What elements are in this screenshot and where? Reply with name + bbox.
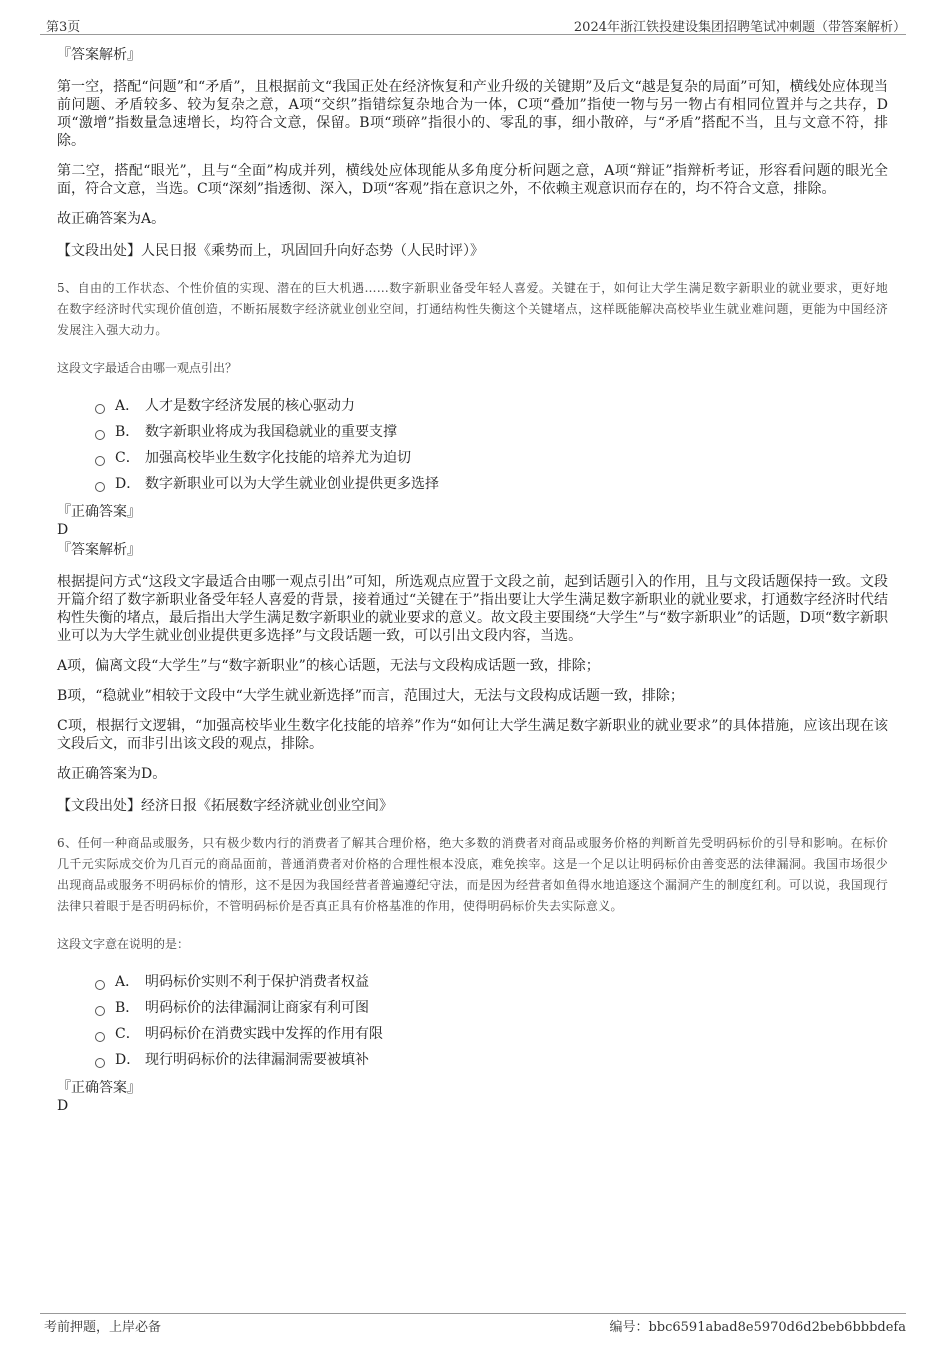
- question-5-prompt: 这段文字最适合由哪一观点引出？: [57, 361, 238, 375]
- radio-icon[interactable]: [95, 456, 105, 466]
- option-text: 明码标价实则不利于保护消费者权益: [145, 974, 369, 990]
- option-text: 数字新职业将成为我国稳就业的重要支撑: [145, 424, 397, 440]
- option-letter: B．: [115, 424, 140, 440]
- option-letter: C．: [115, 450, 140, 466]
- analysis-paragraph: 第二空，搭配“眼光”，且与“全面”构成并列，横线处应体现能从多角度分析问题之意，A项“辩证”指辩析考证，形容看问题的眼光全面，符合文意，当选。C项“深刻”指透彻、深入，D项“客观”指在意识之外，不依赖主观意识而存在的，均不符合文意，排除。: [57, 163, 888, 197]
- option-letter: B．: [115, 1000, 140, 1016]
- option-b[interactable]: [95, 995, 888, 1021]
- radio-icon[interactable]: [95, 980, 105, 990]
- analysis-paragraph: 根据提问方式“这段文字最适合由哪一观点引出”可知，所选观点应置于文段之前，起到话题引入的作用，且与文段话题保持一致。文段开篇介绍了数字新职业备受年轻人喜爱的背景，接着通过“关键在于”指出要让大学生满足数字新职业的就业要求，打通数字经济时代结构性失衡的堵点，最后指出大学生满足数字新职业的就业要求的意义。故文段主要围绕“大学生”与“数字新职业”的话题，D项“数字新职业可以为大学生就业创业提供更多选择”与文段话题一致，可以引出文段内容，当选。: [57, 574, 889, 644]
- source-citation: 【文段出处】经济日报《拓展数字经济就业创业空间》: [57, 798, 393, 814]
- option-d[interactable]: [95, 471, 888, 497]
- question-6-text: 6、任何一种商品或服务，只有极少数内行的消费者了解其合理价格，绝大多数的消费者对商品或服务价格的判断首先受明码标价的引导和影响。在标价几千元实际成交价为几百元的商品面前，普通消费者对价格的合理性根本没底，难免挨宰。这是一个足以让明码标价由善变恶的法律漏洞。我国市场很少出现商品或服务不明码标价的情形，这不是因为我国经营者普遍遵纪守法，而是因为经营者如鱼得水地追逐这个漏洞产生的制度红利。可以说，我国现行法律只着眼于是否明码标价，不管明码标价是否真正具有价格基准的作用，使得明码标价失去实际意义。: [57, 836, 888, 913]
- question-6-options: [95, 969, 888, 1073]
- analysis-label: 『答案解析』: [57, 542, 141, 558]
- option-text: 数字新职业可以为大学生就业创业提供更多选择: [145, 476, 439, 492]
- option-d[interactable]: [95, 1047, 888, 1073]
- radio-icon[interactable]: [95, 404, 105, 414]
- correct-answer-value: D: [57, 1098, 69, 1114]
- option-c[interactable]: [95, 1021, 888, 1047]
- analysis-conclusion: 故正确答案为D。: [57, 766, 167, 782]
- option-letter: A．: [115, 398, 140, 414]
- page-footer: [40, 1313, 906, 1336]
- analysis-paragraph: B项，“稳就业”相较于文段中“大学生就业新选择”而言，范围过大，无法与文段构成话题一致，排除；: [57, 688, 684, 704]
- page-number: 第3页: [46, 20, 81, 35]
- page-header: [40, 14, 906, 35]
- analysis-paragraph: 第一空，搭配“问题”和“矛盾”，且根据前文“我国正处在经济恢复和产业升级的关键期”及后文“越是复杂的局面”可知，横线处应体现当前问题、矛盾较多、较为复杂之意，A项“交织”指错综复杂地合为一体，C项“叠加”指使一物与另一物占有相同位置并与之共存，D项“激增”指数量急速增长，均符合文意，保留。B项“琐碎”指很小的、零乱的事，细小散碎，与“矛盾”搭配不当，且与文意不符，排除。: [57, 79, 888, 149]
- radio-icon[interactable]: [95, 1058, 105, 1068]
- correct-answer-value: D: [57, 522, 69, 538]
- option-b[interactable]: [95, 419, 888, 445]
- radio-icon[interactable]: [95, 430, 105, 440]
- option-letter: C．: [115, 1026, 140, 1042]
- page-content: [57, 46, 888, 1117]
- question-6-prompt: 这段文字意在说明的是：: [57, 937, 190, 951]
- question-5-text: 5、自由的工作状态、个性价值的实现、潜在的巨大机遇……数字新职业备受年轻人喜爱。关键在于，如何让大学生满足数字新职业的就业要求，更好地在数字经济时代实现价值创造，不断拓展数字经济就业创业空间，打通结构性失衡这个关键堵点，这样既能解决高校毕业生就业难问题，更能为中国经济发展注入强大动力。: [57, 281, 888, 337]
- option-text: 加强高校毕业生数字化技能的培养尤为迫切: [145, 450, 411, 466]
- correct-answer-label: 『正确答案』: [57, 504, 141, 520]
- correct-answer-label: 『正确答案』: [57, 1080, 141, 1096]
- source-citation: 【文段出处】人民日报《乘势而上，巩固回升向好态势（人民时评）》: [57, 243, 484, 259]
- analysis-paragraph: C项，根据行文逻辑，“加强高校毕业生数字化技能的培养”作为“如何让大学生满足数字新职业的就业要求”的具体措施，应该出现在该文段后文，而非引出该文段的观点，排除。: [57, 718, 888, 752]
- option-a[interactable]: [95, 393, 888, 419]
- option-text: 人才是数字经济发展的核心驱动力: [145, 398, 355, 414]
- analysis-conclusion: 故正确答案为A。: [57, 211, 166, 227]
- document-title: 2024年浙江铁投建设集团招聘笔试冲刺题（带答案解析）: [573, 20, 906, 35]
- option-letter: D．: [115, 476, 141, 492]
- radio-icon[interactable]: [95, 1032, 105, 1042]
- option-letter: A．: [115, 974, 140, 990]
- option-a[interactable]: [95, 969, 888, 995]
- option-letter: D．: [115, 1052, 141, 1068]
- footer-slogan: 考前押题，上岸必备: [44, 1320, 162, 1335]
- option-text: 明码标价的法律漏洞让商家有利可图: [145, 1000, 369, 1016]
- analysis-label: 『答案解析』: [57, 47, 141, 63]
- analysis-paragraph: A项，偏离文段“大学生”与“数字新职业”的核心话题，无法与文段构成话题一致，排除；: [57, 658, 600, 674]
- document-serial: 编号：bbc6591abad8e5970d6d2beb6bbbdefa: [609, 1320, 906, 1335]
- radio-icon[interactable]: [95, 1006, 105, 1016]
- option-text: 现行明码标价的法律漏洞需要被填补: [145, 1052, 369, 1068]
- question-5-options: [95, 393, 888, 497]
- option-c[interactable]: [95, 445, 888, 471]
- option-text: 明码标价在消费实践中发挥的作用有限: [145, 1026, 383, 1042]
- radio-icon[interactable]: [95, 482, 105, 492]
